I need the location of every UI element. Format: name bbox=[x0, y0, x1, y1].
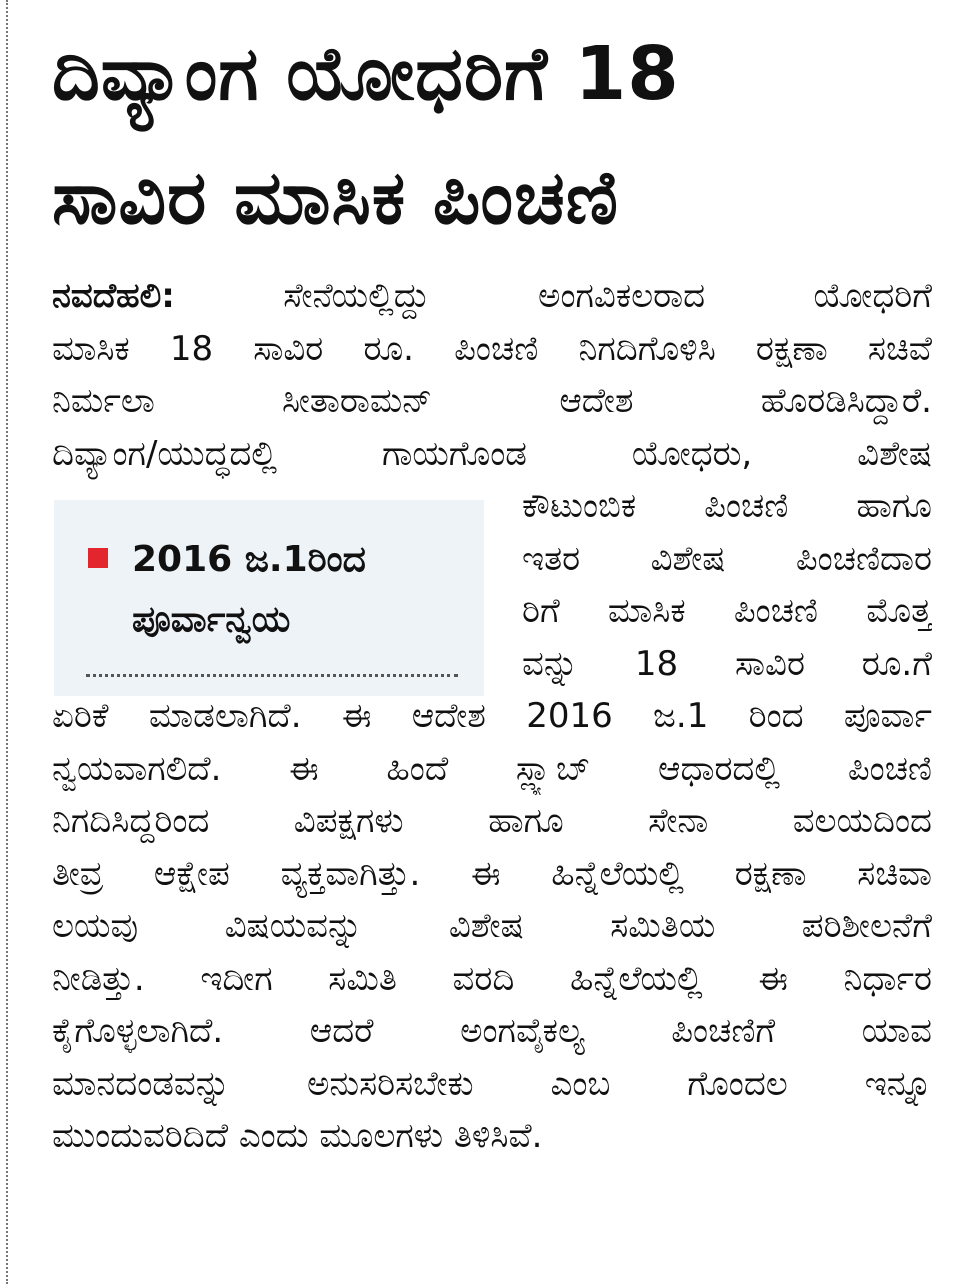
body-line-1 bbox=[52, 270, 932, 323]
dotted-divider bbox=[86, 674, 458, 677]
dateline: ನವದೆಹಲಿ: bbox=[52, 276, 175, 316]
news-article bbox=[52, 12, 932, 1163]
body-line-4: ದಿವ್ಯಾಂಗ/ಯುದ್ಧದಲ್ಲಿ ಗಾಯಗೊಂಡ ಯೋಧರು, ವಿಶೇಷ bbox=[52, 433, 932, 474]
body-line-17: ಮುಂದುವರಿದಿದೆ ಎಂದು ಮೂಲಗಳು ತಿಳಿಸಿವೆ. bbox=[52, 1116, 543, 1156]
body-line-3: ನಿರ್ಮಲಾ ಸೀತಾರಾಮನ್ ಆದೇಶ ಹೊರಡಿಸಿದ್ದಾರೆ. bbox=[52, 381, 932, 421]
body-line-13: ಲಯವು ವಿಷಯವನ್ನು ವಿಶೇಷ ಸಮಿತಿಯ ಪರಿಶೀಲನೆಗೆ bbox=[52, 906, 932, 946]
body-line-12: ತೀವ್ರ ಆಕ್ಷೇಪ ವ್ಯಕ್ತವಾಗಿತ್ತು. ಈ ಹಿನ್ನೆಲೆಯಲ್ಲಿ ರಕ್ಷಣಾ ಸಚಿವಾ bbox=[52, 853, 932, 894]
body-line-2: ಮಾಸಿಕ 18 ಸಾವಿರ ರೂ. ಪಿಂಚಣಿ ನಿಗದಿಗೊಳಿಸಿ ರಕ್ಷಣಾ ಸಚಿವೆ bbox=[52, 328, 932, 369]
headline-line-2: ಸಾವಿರ ಮಾಸಿಕ ಪಿಂಚಣಿ bbox=[52, 155, 620, 241]
highlight-callout bbox=[54, 500, 484, 696]
callout-text: 2016 ಜ.1ರಿಂದ ಪೂರ್ವಾನ್ವಯ bbox=[132, 539, 366, 640]
body-line-9: ಏರಿಕೆ ಮಾಡಲಾಗಿದೆ. ಈ ಆದೇಶ 2016 ಜ.1 ರಿಂದ ಪೂರ್ವಾ bbox=[52, 696, 932, 736]
body-line-7: ರಿಗೆ ಮಾಸಿಕ ಪಿಂಚಣಿ ಮೊತ್ತ bbox=[522, 591, 932, 631]
body-line-14: ನೀಡಿತ್ತು. ಇದೀಗ ಸಮಿತಿ ವರದಿ ಹಿನ್ನೆಲೆಯಲ್ಲಿ ಈ ನಿರ್ಧಾರ bbox=[52, 958, 932, 999]
body-line-10: ನ್ವಯವಾಗಲಿದೆ. ಈ ಹಿಂದೆ ಸ್ಲ್ಯಾಬ್ ಆಧಾರದಲ್ಲಿ ಪಿಂಚಣಿ bbox=[52, 748, 932, 789]
headline-line-1: ದಿವ್ಯಾಂಗ ಯೋಧರಿಗೆ 18 bbox=[52, 31, 680, 117]
body-line-6: ಇತರ ವಿಶೇಷ ಪಿಂಚಣಿದಾರ bbox=[522, 538, 932, 579]
body-line-11: ನಿಗದಿಸಿದ್ದರಿಂದ ವಿಪಕ್ಷಗಳು ಹಾಗೂ ಸೇನಾ ವಲಯದಿಂದ bbox=[52, 801, 932, 841]
body-line-5: ಕೌಟುಂಬಿಕ ಪಿಂಚಣಿ ಹಾಗೂ bbox=[522, 486, 932, 526]
body-line-1-text: ಸೇನೆಯಲ್ಲಿದ್ದು ಅಂಗವಿಕಲರಾದ ಯೋಧರಿಗೆ bbox=[283, 276, 932, 316]
red-square-bullet-icon bbox=[88, 548, 108, 568]
column-divider bbox=[6, 0, 8, 1284]
body-line-16: ಮಾನದಂಡವನ್ನು ಅನುಸರಿಸಬೇಕು ಎಂಬ ಗೊಂದಲ ಇನ್ನೂ bbox=[52, 1063, 932, 1104]
body-line-8: ವನ್ನು 18 ಸಾವಿರ ರೂ.ಗೆ bbox=[522, 643, 932, 684]
body-line-15: ಕೈಗೊಳ್ಳಲಾಗಿದೆ. ಆದರೆ ಅಂಗವೈಕಲ್ಯ ಪಿಂಚಣಿಗೆ ಯಾವ bbox=[52, 1011, 932, 1051]
